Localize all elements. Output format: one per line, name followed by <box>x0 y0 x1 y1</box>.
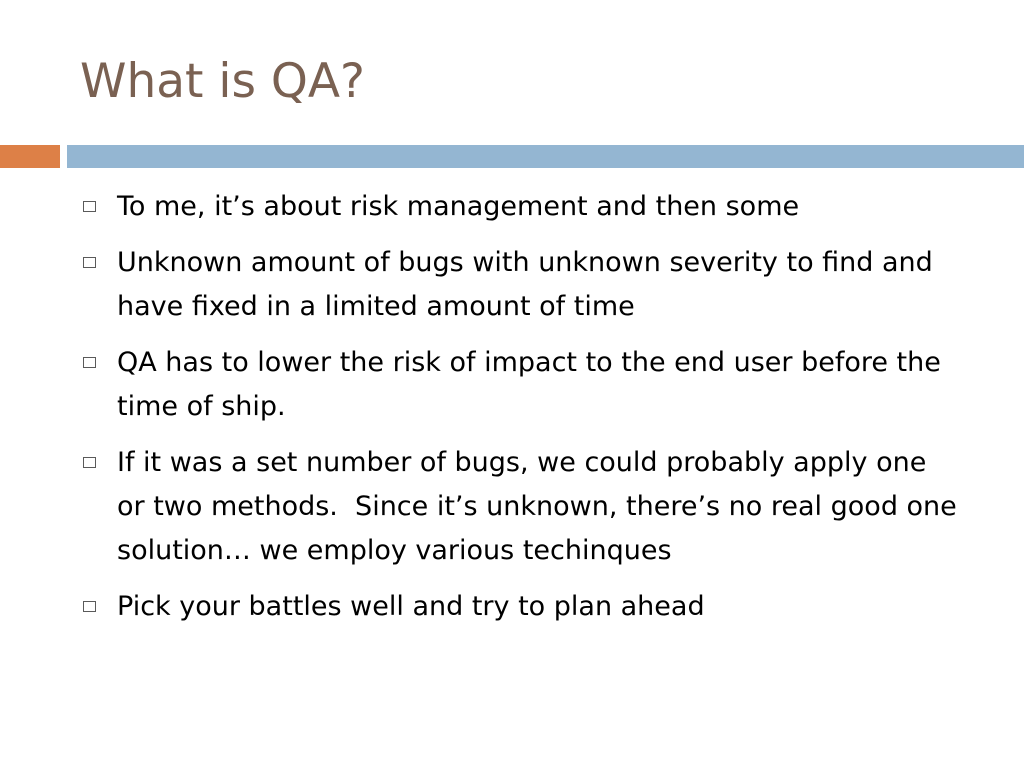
hollow-square-bullet-icon <box>83 257 96 268</box>
accent-bar-blue <box>67 145 1024 168</box>
hollow-square-bullet-icon <box>83 357 96 368</box>
bullet-text: If it was a set number of bugs, we could probably apply one or two methods. Since it’s unknown, there’s no real good one solution… we employ various techinques <box>117 447 966 566</box>
bullet-list <box>80 185 966 641</box>
bullet-item <box>80 185 960 229</box>
accent-bar-orange <box>0 145 60 168</box>
bullet-item <box>80 441 966 573</box>
bullet-item <box>80 585 960 629</box>
slide-title: What is QA? <box>80 54 366 109</box>
hollow-square-bullet-icon <box>83 457 96 468</box>
bullet-text: QA has to lower the risk of impact to the end user before the time of ship. <box>117 347 950 422</box>
bullet-text: To me, it’s about risk management and then some <box>117 191 800 222</box>
bullet-item <box>80 241 960 329</box>
hollow-square-bullet-icon <box>83 601 96 612</box>
hollow-square-bullet-icon <box>83 201 96 212</box>
bullet-text: Pick your battles well and try to plan ahead <box>117 591 705 622</box>
bullet-text: Unknown amount of bugs with unknown severity to find and have fixed in a limited amount of time <box>117 247 942 322</box>
bullet-item <box>80 341 960 429</box>
